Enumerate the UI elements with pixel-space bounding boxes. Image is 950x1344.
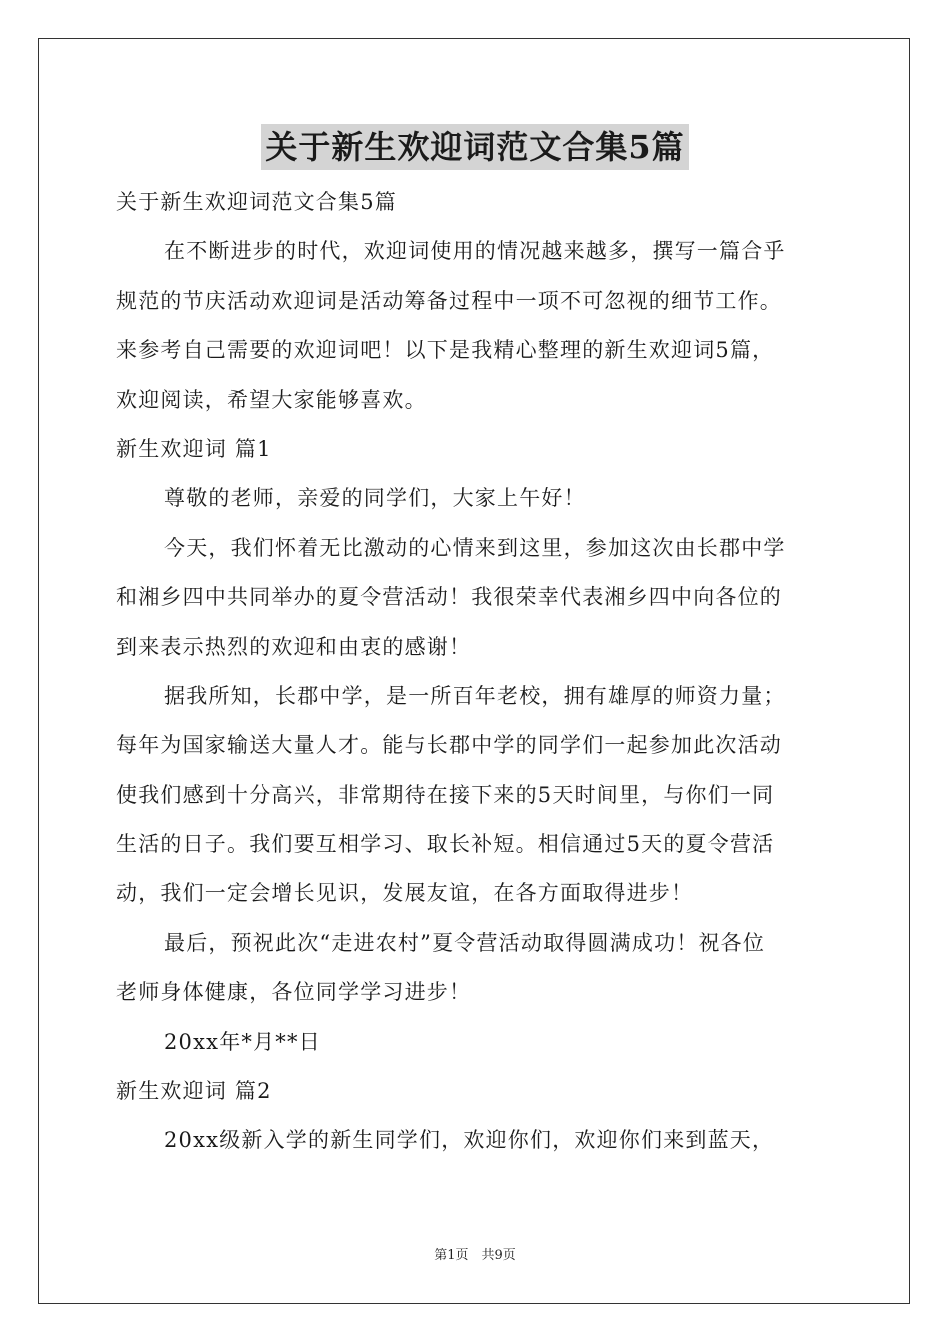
intro-paragraph-line: 来参考自己需要的欢迎词吧！以下是我精心整理的新生欢迎词5篇， [116,338,775,363]
section-heading-2: 新生欢迎词 篇2 [116,1079,272,1104]
intro-paragraph-line: 在不断进步的时代，欢迎词使用的情况越来越多，撰写一篇合乎 [164,239,786,264]
paragraph-line: 据我所知，长郡中学，是一所百年老校，拥有雄厚的师资力量； [164,683,786,708]
document-body [116,178,836,1166]
intro-paragraph-line: 欢迎阅读，希望大家能够喜欢。 [116,387,427,412]
paragraph-line: 老师身体健康，各位同学学习进步！ [116,980,472,1005]
page-footer: 第1页 共9页 [434,1248,516,1263]
paragraph-line: 到来表示热烈的欢迎和由衷的感谢！ [116,634,472,659]
paragraph-line: 生活的日子。我们要互相学习、取长补短。相信通过5天的夏令营活 [116,832,775,857]
date-line: 20xx年*月**日 [164,1029,321,1054]
greeting-line: 尊敬的老师，亲爱的同学们，大家上午好！ [164,486,586,511]
subtitle-line: 关于新生欢迎词范文合集5篇 [116,190,397,214]
paragraph-line: 和湘乡四中共同举办的夏令营活动！我很荣幸代表湘乡四中向各位的 [116,585,782,610]
title-container [0,124,950,170]
paragraph-line: 20xx级新入学的新生同学们，欢迎你们，欢迎你们来到蓝天， [164,1128,775,1153]
paragraph-line: 最后，预祝此次“走进农村”夏令营活动取得圆满成功！祝各位 [164,930,766,955]
section-heading-1: 新生欢迎词 篇1 [116,436,272,461]
paragraph-line: 动，我们一定会增长见识，发展友谊，在各方面取得进步！ [116,881,694,906]
paragraph-line: 使我们感到十分高兴，非常期待在接下来的5天时间里，与你们一同 [116,782,775,807]
paragraph-line: 每年为国家输送大量人才。能与长郡中学的同学们一起参加此次活动 [116,733,782,758]
intro-paragraph-line: 规范的节庆活动欢迎词是活动筹备过程中一项不可忽视的细节工作。 [116,288,782,313]
document-title: 关于新生欢迎词范文合集5篇 [261,124,688,170]
paragraph-line: 今天，我们怀着无比激动的心情来到这里，参加这次由长郡中学 [164,535,786,560]
